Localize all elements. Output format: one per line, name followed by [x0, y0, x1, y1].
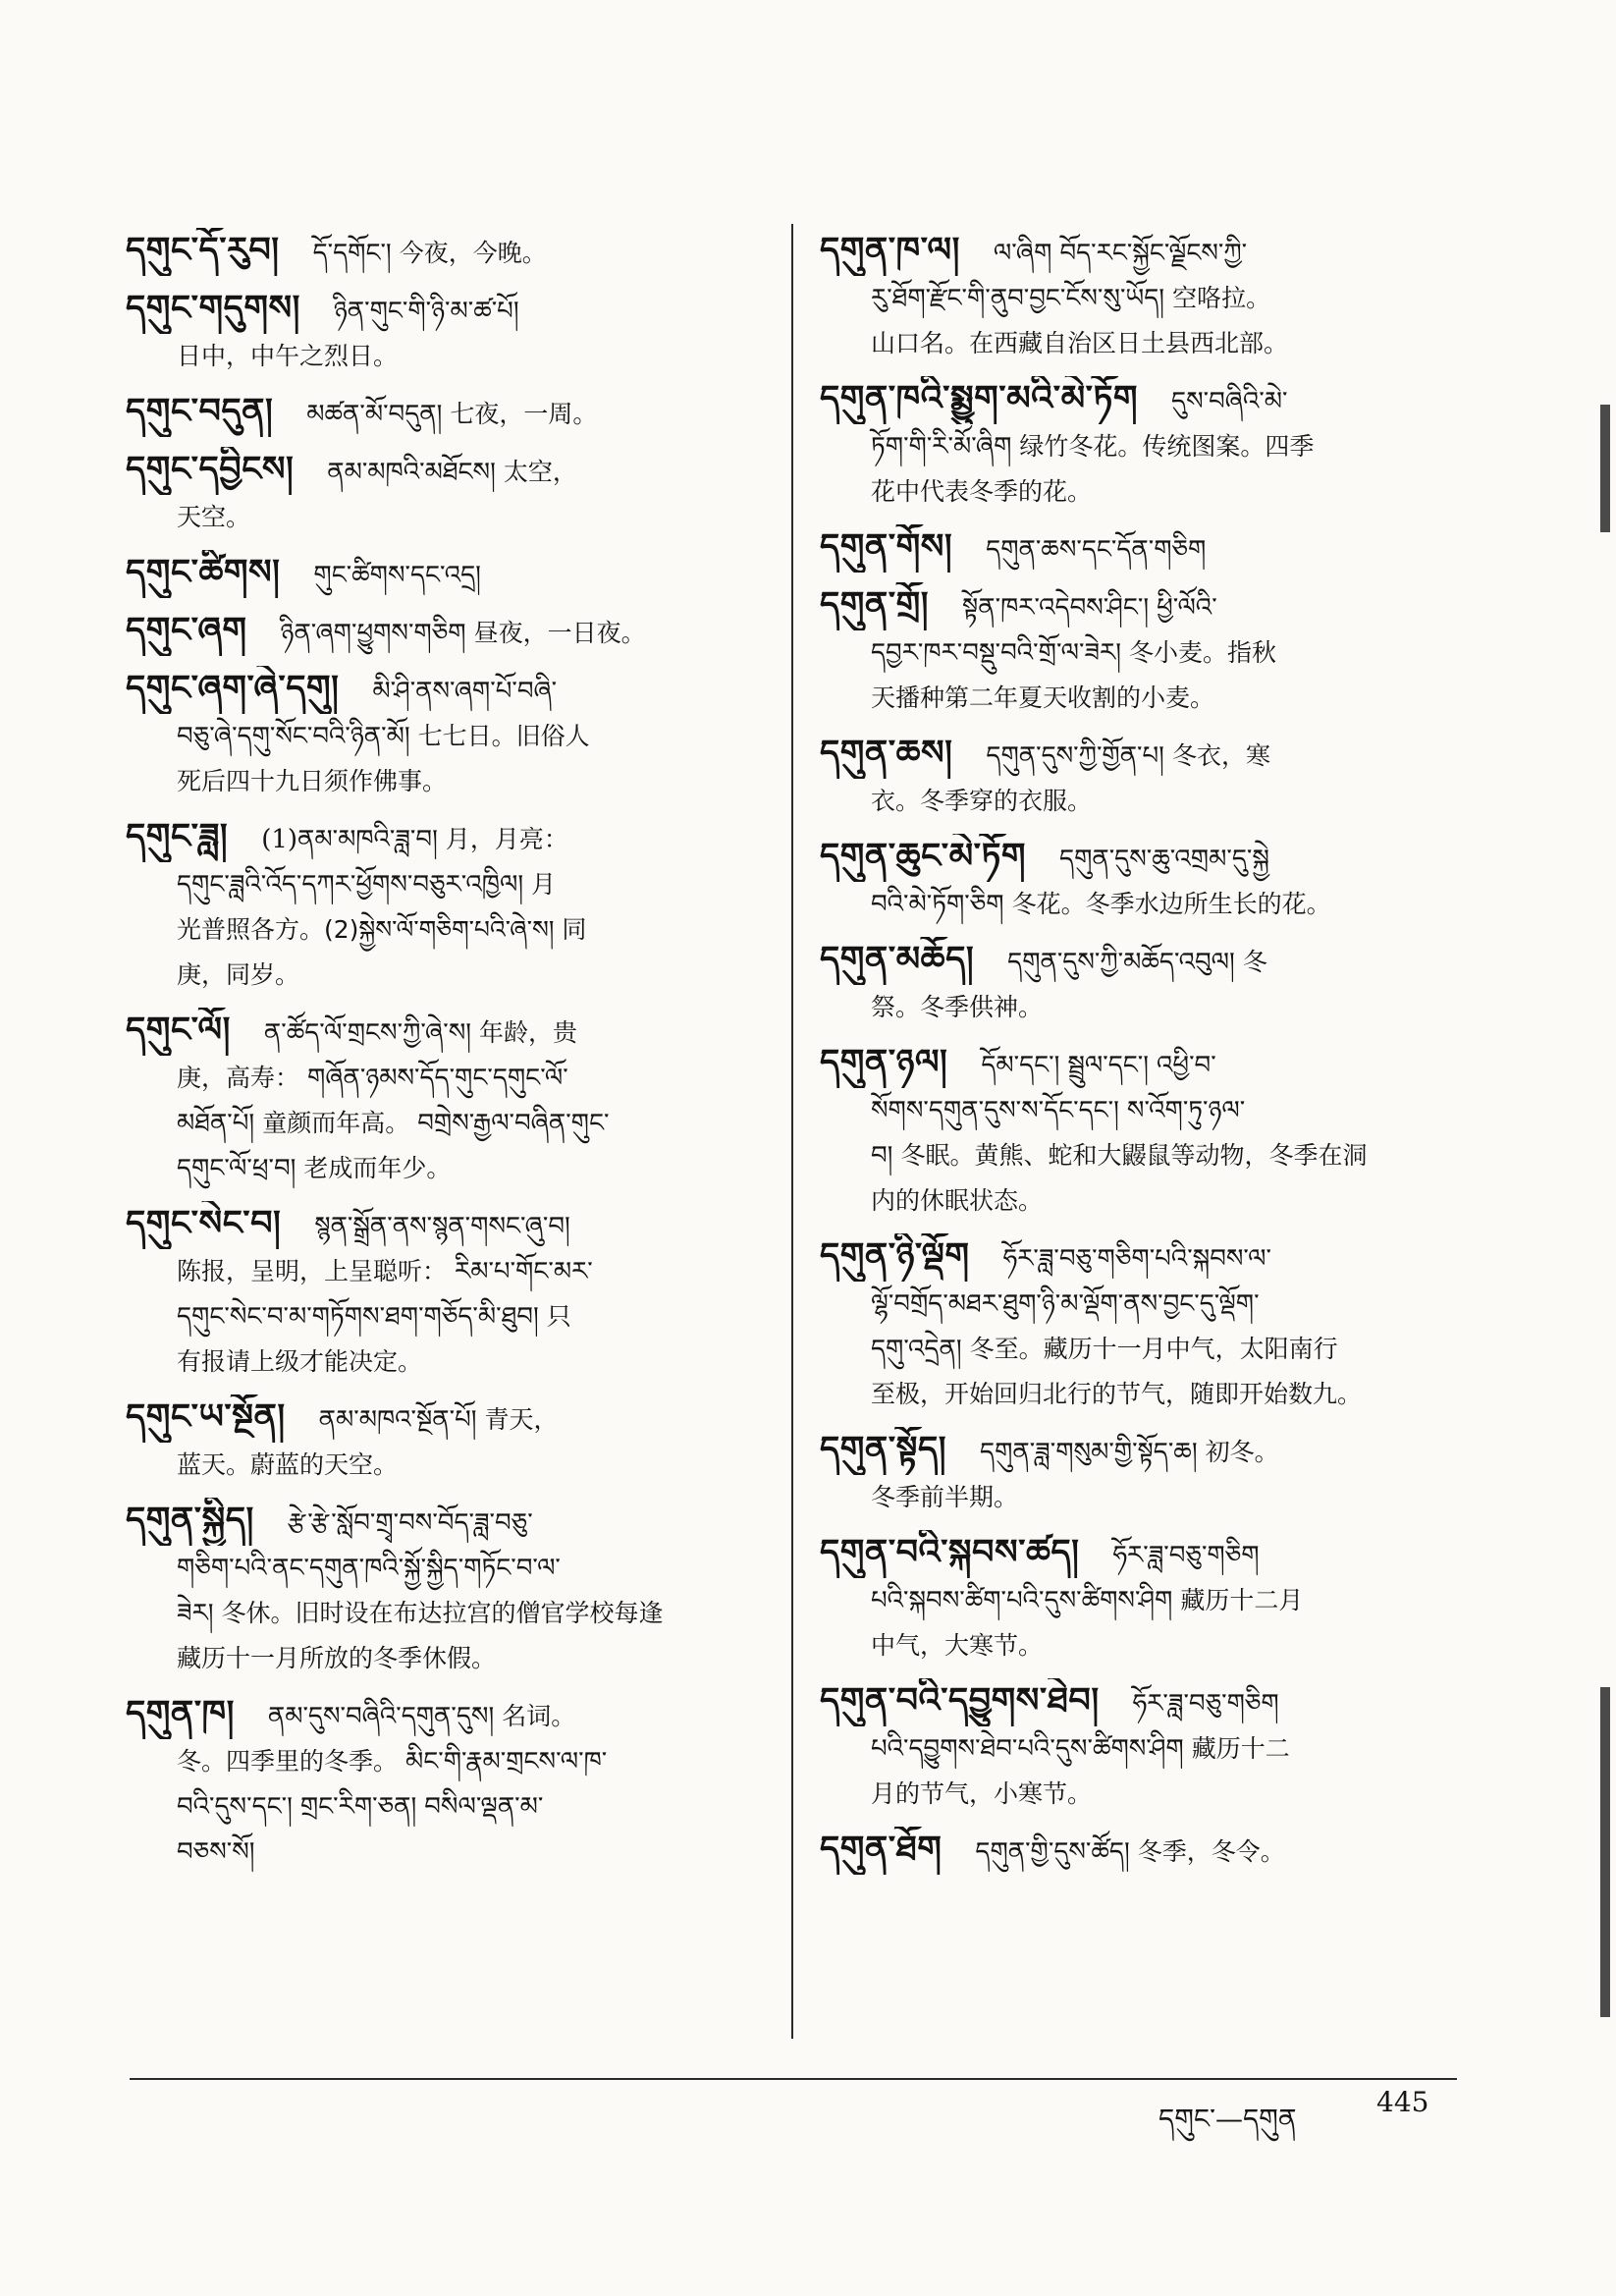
tibetan-definition: སོགས་དགུན་དུས་ས་དོང་དང་། [871, 1096, 1119, 1125]
headword: དགུང་ཞག [126, 610, 247, 650]
entry-continuation-line [820, 1178, 1464, 1224]
entry-continuation-line [126, 1830, 764, 1875]
entry-first-line [820, 1040, 1464, 1088]
right-column [820, 228, 1464, 1885]
tibetan-definition: ཉིན་གུང་གི་ཉི་མ་ཚ་པོ། [333, 297, 519, 326]
tibetan-definition: དོ་དགོང་། [312, 239, 392, 268]
headword: དགུན་ཆས། [820, 733, 953, 773]
tibetan-definition: དགུན་ཆས་དང་དོན་གཅིག [986, 535, 1207, 565]
dictionary-entry [126, 608, 764, 656]
chinese-gloss: 衣。冬季穿的衣服。 [871, 787, 1093, 815]
entry-continuation-line [126, 1443, 764, 1488]
entry-continuation-line [126, 953, 764, 998]
chinese-gloss: 冬至。藏历十一月中气，太阳南行 [969, 1335, 1338, 1363]
chinese-gloss: 青天， [484, 1405, 559, 1434]
tibetan-definition: དུས་བཞིའི་མེ་ [1171, 387, 1288, 416]
entry-continuation-line [820, 1088, 1464, 1133]
headword: དགུང་གདུགས། [126, 288, 300, 328]
entry-first-line [820, 937, 1464, 985]
entry-continuation-line [126, 334, 764, 379]
headword: དགུན་ཐོག [820, 1829, 943, 1869]
dictionary-entry [820, 1678, 1464, 1817]
entry-first-line [820, 731, 1464, 779]
tibetan-definition: ཉིན་ཞག་ཕྱུགས་གཅིག [280, 619, 466, 648]
entry-continuation-line [820, 276, 1464, 321]
headword: དགུང་བདུན། [126, 391, 274, 431]
chinese-gloss: 藏历十二 [1191, 1734, 1290, 1763]
tibetan-definition: དགུན་དུས་ཀྱི་གྱོན་པ། [986, 741, 1164, 771]
headword: དགུན་ཁ། [126, 1693, 235, 1733]
entry-continuation-line [820, 630, 1464, 676]
tibetan-definition: སྙན་སྒྲོན་ནས་སྙན་གསང་ཞུ་བ། [314, 1212, 570, 1241]
dictionary-entry [820, 524, 1464, 573]
headword: དགུན་ཁ་ལ། [820, 230, 960, 270]
entry-continuation-line [126, 1546, 764, 1591]
headword: དགུང་དབྱིངས། [126, 449, 295, 489]
entry-first-line [820, 582, 1464, 630]
chinese-gloss: 藏历十一月所放的冬季休假。 [177, 1644, 497, 1672]
headword: དགུང་ལོ། [126, 1010, 231, 1050]
chinese-gloss: 天空。 [177, 503, 251, 531]
headword: དགུན་བའི་དབྱུགས་ཐེབ། [820, 1680, 1100, 1721]
dictionary-entry [820, 1233, 1464, 1417]
tibetan-definition: གྲང་རིག་ཅན། [299, 1792, 417, 1822]
entry-continuation-line [820, 882, 1464, 927]
entry-first-line [820, 1530, 1464, 1578]
chinese-gloss: 庚，高寿： [177, 1064, 300, 1092]
tibetan-definition: ཏོག་གི་རི་མོ་ཞིག [871, 432, 1012, 462]
entry-first-line [126, 608, 764, 656]
entry-first-line [820, 834, 1464, 882]
headword: དགུན་གོས། [820, 526, 953, 567]
entry-first-line [820, 1678, 1464, 1726]
chinese-gloss: 天播种第二年夏天收割的小麦。 [871, 683, 1215, 712]
entry-continuation-line [820, 779, 1464, 824]
chinese-gloss: 至极，开始回归北行的节气，随即开始数九。 [871, 1380, 1363, 1408]
chinese-gloss: 冬眠。黄熊、蛇和大鼹鼠等动物，冬季在洞 [900, 1141, 1368, 1170]
dictionary-entry [820, 834, 1464, 927]
chinese-gloss: 冬季前半期。 [871, 1483, 1019, 1511]
headword: དགུང་སེང་བ། [126, 1203, 282, 1243]
tibetan-definition: དགུན་གྱི་དུས་ཚོད། [975, 1837, 1130, 1867]
dictionary-entry [820, 376, 1464, 515]
tibetan-definition: སྟོན་ཁར་འདེབས་ཤིང་། [962, 593, 1150, 623]
chinese-gloss: 年龄，贵 [479, 1018, 578, 1047]
tibetan-definition: ཧོར་ཟླ་བཅུ་གཅིག [1132, 1689, 1279, 1719]
tibetan-definition: ན་ཚོད་ལོ་གྲངས་ཀྱི་ཞེ་ས། [263, 1018, 472, 1048]
entry-first-line [820, 1233, 1464, 1282]
entry-continuation-line [126, 1294, 764, 1339]
entry-first-line [126, 1394, 764, 1443]
chinese-gloss: 冬。四季里的冬季。 [177, 1747, 399, 1776]
chinese-gloss: 冬小麦。指秋 [1128, 638, 1276, 667]
tibetan-definition: པའི་དབྱུགས་ཐེབ་པའི་དུས་ཚིགས་ཤིག [871, 1734, 1184, 1764]
dictionary-entry [126, 814, 764, 998]
entry-continuation-line [126, 1636, 764, 1681]
tibetan-definition: སྦྲུལ་དང་། [1067, 1051, 1150, 1080]
chinese-gloss: 童颜而年高。 [262, 1109, 410, 1137]
tibetan-definition: ནམ་མཁའི་མཐོངས། [327, 458, 496, 487]
chinese-gloss: 冬花。冬季水边所生长的花。 [1011, 890, 1331, 918]
left-column [126, 228, 764, 1885]
dictionary-entry [820, 582, 1464, 721]
headword: དགུང་ཞག་ཞེ་དགུ། [126, 668, 340, 708]
dictionary-entry [126, 666, 764, 804]
headword: དགུན་གྲོ། [820, 584, 930, 625]
entry-continuation-line [820, 676, 1464, 721]
entry-continuation-line [820, 1726, 1464, 1772]
entry-continuation-line [126, 759, 764, 804]
headword: དགུན་ཉི་ལྡོག [820, 1235, 970, 1276]
entry-continuation-line [126, 1339, 764, 1385]
headword: དགུན་ཆུང་མེ་ཏོག [820, 836, 1027, 876]
chinese-gloss: 日中，中午之烈日。 [177, 342, 399, 370]
chinese-gloss: 有报请上级才能决定。 [177, 1347, 423, 1376]
chinese-gloss: 冬季，冬令。 [1137, 1837, 1285, 1866]
entry-continuation-line [820, 469, 1464, 515]
chinese-gloss: 绿竹冬花。传统图案。四季 [1019, 432, 1315, 461]
tibetan-definition: གུང་ཚིགས་དང་འདྲ། [313, 561, 481, 590]
dictionary-entry [126, 228, 764, 276]
chinese-gloss: 只 [546, 1302, 571, 1331]
tibetan-definition: མཚན་མོ་བདུན། [306, 400, 443, 429]
tibetan-definition: ས་འོག་ཏུ་ཉལ་ [1126, 1096, 1246, 1125]
tibetan-definition: ཧོར་ཟླ་བཅུ་གཅིག་པའི་སྐབས་ལ་ [1002, 1244, 1271, 1274]
headword: དགུན་སྟོད། [820, 1429, 947, 1469]
entry-continuation-line [820, 1282, 1464, 1327]
chinese-gloss: 祭。冬季供神。 [871, 993, 1044, 1021]
tibetan-definition: བཅས་སོ། [177, 1837, 255, 1867]
column-divider [791, 224, 793, 2039]
entry-first-line [820, 1427, 1464, 1475]
chinese-gloss: 光普照各方。(2)སྐྱེས་ལོ་གཅིག་པའི་ཞེ་ས། [177, 915, 555, 944]
tibetan-definition: ནམ་དུས་བཞིའི་དགུན་དུས། [267, 1702, 495, 1731]
headword: དགུང་ཡ་སྔོན། [126, 1396, 286, 1437]
tibetan-definition: ཟེར། [177, 1599, 214, 1628]
tibetan-definition: པའི་སྐབས་ཚིག་པའི་དུས་ཚིགས་ཤིག [871, 1586, 1173, 1615]
tibetan-definition: བ། [871, 1141, 893, 1171]
dictionary-entry [126, 1201, 764, 1385]
entry-continuation-line [126, 495, 764, 540]
tibetan-definition: བཅུ་ཞེ་དགུ་སོང་བའི་ཉིན་མོ། [177, 722, 410, 751]
tibetan-definition: དགུན་ཟླ་གསུམ་གྱི་སྟོད་ཆ། [980, 1438, 1198, 1467]
dictionary-entry [126, 550, 764, 598]
entry-continuation-line [820, 1327, 1464, 1372]
tibetan-definition: ལྷོ་བགྲོད་མཐར་ཐུག་ཉི་མ་ལྡོག་ནས་བྱང་དུ་ལྡོག་ [871, 1289, 1260, 1319]
dictionary-entry [820, 1040, 1464, 1224]
tibetan-definition: དགུ་འདྲེན། [871, 1335, 962, 1364]
chinese-gloss: 月 [531, 870, 557, 899]
scan-edge-mark [1600, 1687, 1610, 2017]
chinese-gloss: 冬休。旧时设在布达拉宫的僧官学校每逢 [221, 1599, 664, 1627]
tibetan-definition: བའི་དུས་དང་། [177, 1792, 293, 1822]
page-number: 445 [1376, 2086, 1429, 2118]
entry-continuation-line [820, 1372, 1464, 1417]
tibetan-definition: འཕྱི་བ་ [1157, 1051, 1216, 1080]
entry-first-line [126, 447, 764, 495]
chinese-gloss: 月，月亮： [445, 825, 568, 853]
chinese-gloss: 死后四十九日须作佛事。 [177, 767, 448, 795]
tibetan-definition: དགུང་ལོ་ཕྲ་བ། [177, 1154, 296, 1183]
headword: དགུན་བའི་སྐབས་ཚད། [820, 1532, 1080, 1572]
entry-continuation-line [820, 321, 1464, 366]
dictionary-entry [820, 228, 1464, 366]
entry-continuation-line [126, 1739, 764, 1784]
dictionary-entry [126, 1008, 764, 1191]
chinese-gloss: 内的休眠状态。 [871, 1186, 1044, 1215]
headword: དགུན་མཆོད། [820, 939, 975, 979]
entry-continuation-line [126, 1101, 764, 1146]
tibetan-definition: བོད་རང་སྐྱོང་ལྗོངས་ཀྱི་ [1059, 239, 1248, 268]
headword: དགུང་ཟླ། [126, 816, 229, 856]
entry-continuation-line [126, 1056, 764, 1101]
entry-first-line [820, 228, 1464, 276]
entry-continuation-line [126, 1146, 764, 1191]
chinese-gloss: 冬 [1242, 948, 1267, 976]
dictionary-entry [126, 1691, 764, 1875]
tibetan-definition: ལ་ཞིག [993, 239, 1052, 268]
chinese-gloss: 陈报，呈明，上呈聪听： [177, 1257, 448, 1285]
chinese-gloss: 蓝天。蔚蓝的天空。 [177, 1450, 399, 1479]
chinese-gloss: 初冬。 [1205, 1438, 1279, 1466]
tibetan-definition: (1)ནམ་མཁའི་ཟླ་བ། [261, 825, 438, 854]
tibetan-definition: དགུང་ཟླའི་འོད་དཀར་ཕྱོགས་བཅུར་འཁྱིལ། [177, 870, 524, 900]
scan-edge-mark [1600, 405, 1610, 532]
dictionary-entry [126, 286, 764, 379]
entry-first-line [126, 1691, 764, 1739]
tibetan-definition: དབྱར་ཁར་བསྡུ་བའི་གྲོ་ལ་ཟེར། [871, 638, 1121, 668]
entry-continuation-line [820, 1578, 1464, 1623]
tibetan-definition: ཕྱི་ལོའི་ [1157, 593, 1217, 623]
entry-continuation-line [820, 1133, 1464, 1178]
dictionary-entry [820, 1827, 1464, 1875]
headword: དགུན་སྐྱིད། [126, 1500, 254, 1540]
dictionary-entry [820, 1530, 1464, 1668]
tibetan-definition: དགུན་དུས་ཆུ་འགྲམ་དུ་སྐྱེ [1059, 845, 1269, 874]
tibetan-definition: གཅིག་པའི་ནང་དགུན་ཁའི་སྐྱོ་སྐྱིད་གཏོང་བ་ལ་ [177, 1554, 561, 1583]
tibetan-definition: བགྲེས་རྒྱལ་བཞིན་གུང་ [417, 1109, 610, 1138]
entry-first-line [820, 1827, 1464, 1875]
tibetan-definition: དགུང་སེང་བ་མ་གཏོགས་ཐག་གཅོད་མི་ཐུབ། [177, 1302, 539, 1332]
bottom-rule [130, 2078, 1457, 2080]
chinese-gloss: 山口名。在西藏自治区日土县西北部。 [871, 329, 1289, 357]
tibetan-definition: རུ་ཐོག་རྫོང་གི་ནུབ་བྱང་ངོས་སུ་ཡོད། [871, 284, 1165, 313]
chinese-gloss: 名词。 [502, 1702, 576, 1730]
entry-first-line [126, 1201, 764, 1249]
tibetan-definition: དོམ་དང་། [981, 1051, 1060, 1080]
headword: དགུང་དོ་རུབ། [126, 230, 280, 270]
chinese-gloss: 七七日。旧俗人 [417, 722, 590, 750]
entry-continuation-line [126, 1591, 764, 1636]
tibetan-definition: མིང་གི་རྣམ་གྲངས་ལ་ཁ་ [405, 1747, 608, 1777]
entry-first-line [820, 524, 1464, 573]
headword: དགུན་ཁའི་སྨྱུག་མའི་མེ་ཏོག [820, 378, 1139, 418]
dictionary-entry [820, 937, 1464, 1030]
tibetan-definition: བསིལ་ལྡན་མ་ [424, 1792, 544, 1822]
entry-continuation-line [126, 1784, 764, 1830]
chinese-gloss: 老成而年少。 [303, 1154, 452, 1182]
tibetan-definition: རིམ་པ་གོང་མར་ [455, 1257, 593, 1286]
headword: དགུན་ཉལ། [820, 1042, 948, 1082]
entry-continuation-line [820, 1623, 1464, 1668]
entry-continuation-line [126, 862, 764, 907]
chinese-gloss: 今夜，今晚。 [399, 239, 547, 267]
chinese-gloss: 同 [562, 915, 587, 944]
dictionary-entry [126, 389, 764, 437]
entry-continuation-line [126, 907, 764, 953]
entry-first-line [126, 1008, 764, 1056]
chinese-gloss: 太空， [503, 458, 577, 486]
entry-continuation-line [126, 1249, 764, 1294]
running-head: དགུང་—དགུན [1158, 2103, 1297, 2135]
tibetan-definition: མི་ཤི་ནས་ཞག་པོ་བཞི་ [372, 677, 558, 706]
entry-first-line [126, 666, 764, 714]
entry-first-line [126, 228, 764, 276]
entry-first-line [126, 286, 764, 334]
tibetan-definition: མཐོན་པོ། [177, 1109, 255, 1138]
tibetan-definition: ནམ་མཁའ་སྔོན་པོ། [318, 1405, 477, 1435]
entry-first-line [126, 389, 764, 437]
entry-continuation-line [126, 714, 764, 759]
tibetan-definition: བའི་མེ་ཏོག་ཅིག [871, 890, 1004, 919]
headword: དགུང་ཚིགས། [126, 552, 281, 592]
chinese-gloss: 月的节气，小寒节。 [871, 1779, 1093, 1808]
chinese-gloss: 中气，大寒节。 [871, 1631, 1044, 1660]
tibetan-definition: ཧོར་ཟླ་བཅུ་གཅིག [1112, 1541, 1260, 1570]
entry-continuation-line [820, 1475, 1464, 1520]
entry-first-line [126, 1498, 764, 1546]
entry-continuation-line [820, 1772, 1464, 1817]
tibetan-definition: དགུན་དུས་ཀྱི་མཆོད་འབུལ། [1007, 948, 1235, 977]
dictionary-entry [820, 731, 1464, 824]
entry-first-line [126, 814, 764, 862]
chinese-gloss: 花中代表冬季的花。 [871, 477, 1093, 506]
entry-first-line [820, 376, 1464, 424]
chinese-gloss: 藏历十二月 [1180, 1586, 1304, 1614]
entry-first-line [126, 550, 764, 598]
chinese-gloss: 空咯拉。 [1172, 284, 1271, 312]
chinese-gloss: 庚，同岁。 [177, 960, 300, 989]
entry-continuation-line [820, 985, 1464, 1030]
chinese-gloss: 昼夜，一日夜。 [473, 619, 646, 647]
chinese-gloss: 七夜，一周。 [450, 400, 598, 428]
dictionary-entry [126, 1394, 764, 1488]
chinese-gloss: 冬衣，寒 [1171, 741, 1270, 770]
tibetan-definition: གཞོན་ཉམས་དོད་གུང་དགུང་ལོ་ [307, 1064, 568, 1093]
entry-continuation-line [820, 424, 1464, 469]
tibetan-definition: རྩེ་རྩེ་སློབ་གྲྭ་བས་བོད་ཟླ་བཅུ་ [287, 1508, 533, 1538]
dictionary-entry [126, 447, 764, 540]
dictionary-entry [820, 1427, 1464, 1520]
dictionary-entry [126, 1498, 764, 1681]
